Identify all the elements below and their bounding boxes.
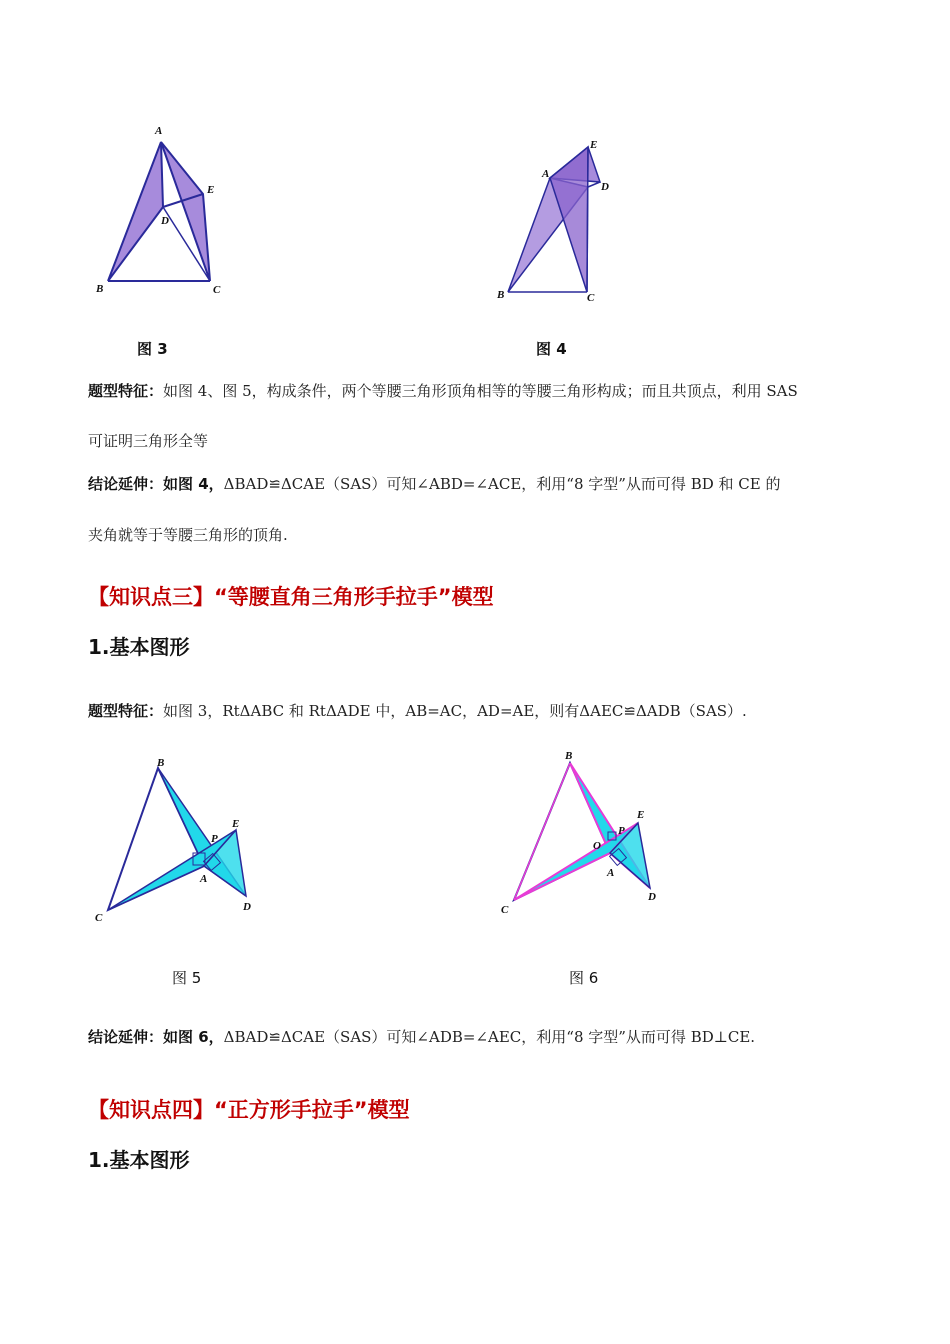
- subtitle-basic-figure-3: 1.基本图形: [88, 635, 190, 659]
- figure-5-diagram: [92, 750, 262, 930]
- paragraph-type-feature-1-line-2: 可证明三角形全等: [88, 432, 209, 450]
- subtitle-basic-figure-4: 1.基本图形: [88, 1148, 190, 1172]
- segment-d: [588, 182, 600, 187]
- label-b: B: [565, 750, 573, 762]
- figure-6-caption: 图 6: [569, 969, 599, 987]
- section-title-knowledge-4: 【知识点四】“正方形手拉手”模型: [88, 1098, 410, 1122]
- label-a: A: [155, 125, 163, 137]
- paragraph-conclusion-1-line-2: 夹角就等于等腰三角形的顶角.: [88, 526, 288, 544]
- paragraph-type-feature-2: [88, 700, 747, 722]
- paragraph-conclusion-1: [88, 473, 780, 495]
- label-e: E: [207, 184, 215, 196]
- paragraph-text: ΔBAD≌ΔCAE（SAS）可知∠ADB=∠AEC，利用“8 字型”从而可得 BD⊥CE.: [223, 1028, 756, 1046]
- paragraph-label: 题型特征：: [88, 382, 164, 400]
- label-o: O: [593, 840, 601, 852]
- figure-3-caption: 图 3: [137, 340, 168, 358]
- paragraph-label: 结论延伸：如图 6，: [88, 1028, 224, 1046]
- label-c: C: [587, 292, 595, 304]
- figure-6: [497, 745, 667, 920]
- figure-5: [92, 750, 262, 930]
- triangle-abd: [108, 142, 163, 281]
- paragraph-text-line-1: 如图 4、图 5，构成条件，两个等腰三角形顶角相等的等腰三角形构成；而且共顶点，利用 SAS: [163, 382, 798, 400]
- figure-4-diagram: [490, 134, 620, 304]
- figure-4: [490, 134, 620, 304]
- paragraph-text: 如图 3，RtΔABC 和 RtΔADE 中，AB=AC，AD=AE，则有ΔAEC≌ΔADB（SAS）.: [163, 702, 747, 720]
- triangle-ace: [161, 142, 210, 281]
- label-c: C: [213, 284, 221, 296]
- label-a: A: [542, 168, 550, 180]
- segment-bc: [514, 763, 570, 900]
- figure-5-caption: 图 5: [172, 969, 202, 987]
- figure-3: [90, 118, 240, 303]
- label-e: E: [232, 818, 240, 830]
- figure-3-diagram: [90, 118, 240, 303]
- label-d: D: [243, 901, 251, 913]
- label-b: B: [96, 283, 104, 295]
- label-b: B: [497, 289, 505, 301]
- label-e: E: [590, 139, 598, 151]
- label-d: D: [648, 891, 656, 903]
- figure-6-diagram: [497, 745, 667, 920]
- figure-4-caption: 图 4: [536, 340, 567, 358]
- paragraph-text-line-1: ΔBAD≌ΔCAE（SAS）可知∠ABD=∠ACE，利用“8 字型”从而可得 BD 和 CE 的: [223, 475, 781, 493]
- label-c: C: [95, 912, 103, 924]
- label-c: C: [501, 904, 509, 916]
- paragraph-conclusion-2: [88, 1026, 755, 1048]
- label-e: E: [637, 809, 645, 821]
- paragraph-label: 结论延伸：如图 4，: [88, 475, 224, 493]
- label-a: A: [200, 873, 208, 885]
- paragraph-label: 题型特征：: [88, 702, 164, 720]
- label-a: A: [607, 867, 615, 879]
- segment-ec: [587, 147, 588, 292]
- label-p: P: [618, 825, 625, 837]
- paragraph-type-feature-1: [88, 380, 798, 402]
- label-b: B: [157, 757, 165, 769]
- label-d: D: [161, 215, 169, 227]
- label-p: P: [211, 833, 218, 845]
- label-d: D: [601, 181, 609, 193]
- section-title-knowledge-3: 【知识点三】“等腰直角三角形手拉手”模型: [88, 585, 494, 609]
